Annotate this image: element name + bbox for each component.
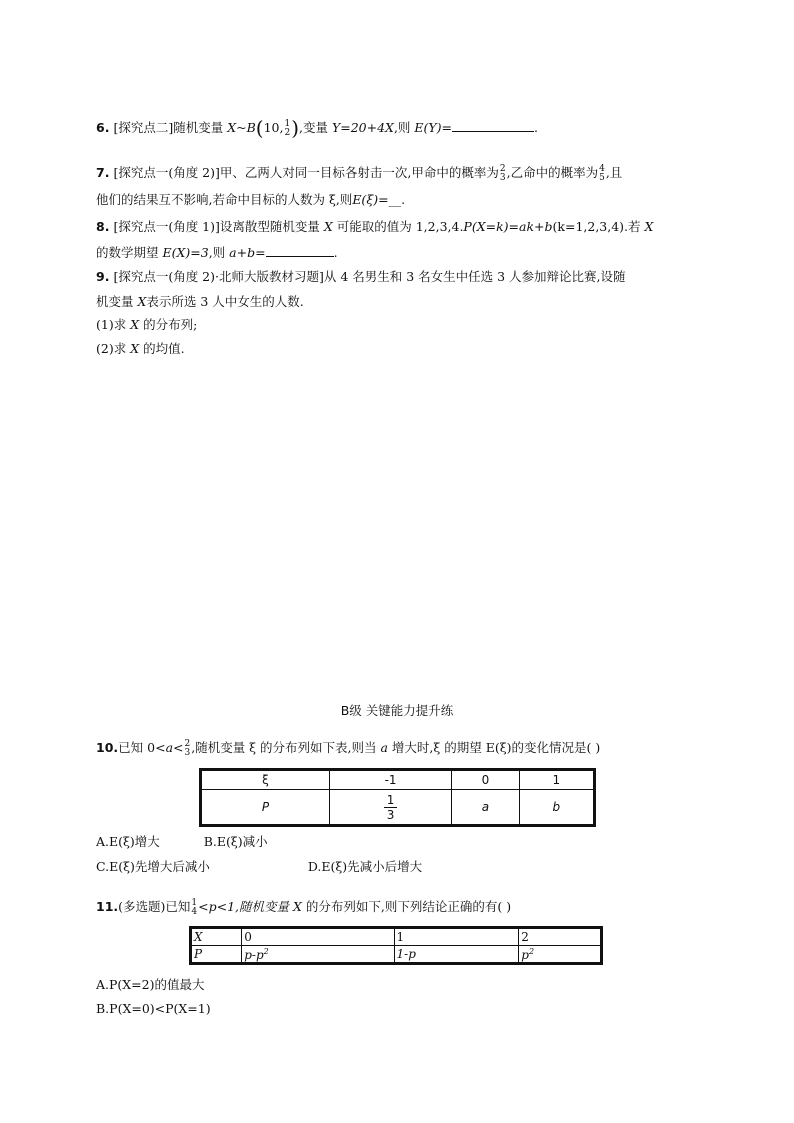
fraction [500, 165, 506, 183]
table-cell: 1 [394, 928, 519, 946]
question-text: ,则 [393, 120, 415, 135]
question-number: 10. [96, 740, 119, 755]
question-text: 的均值. [139, 341, 185, 356]
question-text: [探究点一(角度 2)]甲、乙两人对同一目标各射击一次,甲命中的概率为 [113, 165, 499, 180]
table-cell [329, 790, 451, 826]
punctuation: . [534, 120, 538, 135]
question-text: 的分布列如下,则下列结论正确的有( ) [301, 899, 512, 914]
cell-expression: p-p [244, 947, 264, 962]
question-text: [探究点一(角度 2)·北师大版教材习题]从 4 名男生和 3 名女生中任选 3 人参加辩论比赛,设随 [113, 269, 626, 284]
operator: < [173, 740, 184, 755]
denominator: 4 [191, 906, 198, 917]
question-text: (k=1,2,3,4).若 [552, 219, 645, 234]
table-header: -1 [329, 770, 451, 790]
denominator: 5 [599, 172, 605, 183]
question-10 [96, 739, 600, 758]
table-row [191, 928, 602, 946]
question-text: ,则 [208, 245, 230, 260]
table-cell: b [519, 790, 594, 826]
table-row [201, 770, 595, 790]
denominator: 3 [184, 747, 191, 758]
table-cell: P [191, 946, 242, 964]
table-row [191, 946, 602, 964]
variable: X [130, 341, 140, 356]
variable: X [137, 294, 147, 309]
q11-option-a [96, 976, 205, 994]
question-7-line-2 [96, 191, 405, 209]
fraction [185, 740, 191, 758]
fraction [599, 165, 605, 183]
expression: E(Y)= [414, 120, 452, 135]
table-cell: 0 [242, 928, 394, 946]
param: 10, [263, 120, 284, 135]
question-text: ,随机变量 ξ 的分布列如下表,则当 [191, 740, 381, 755]
option-c[interactable]: C.E(ξ)先增大后减小 [96, 859, 210, 874]
question-text: ,且 [605, 165, 623, 180]
question-9-sub-1 [96, 316, 197, 334]
question-tag: [探究点二] [113, 120, 174, 135]
question-text: 机变量 [96, 294, 138, 309]
section-title: B级 关键能力提升练 [340, 703, 454, 718]
expression: <p<1,随机变量 [198, 899, 294, 914]
table-cell: P [201, 790, 330, 826]
variable: X [227, 120, 237, 135]
superscript: 2 [528, 946, 535, 956]
variable: X [293, 899, 302, 914]
q10-options-row-2 [96, 858, 422, 876]
question-9-line-2 [96, 293, 304, 311]
option-a[interactable]: A.P(X=2)的值最大 [96, 977, 205, 992]
expression: E(ξ)= [352, 192, 389, 207]
question-text: 已知 0< [118, 740, 166, 755]
question-text: 增大时,ξ 的期望 E(ξ)的变化情况是( ) [387, 740, 601, 755]
table-cell: X [191, 928, 242, 946]
table-cell: a [452, 790, 519, 826]
question-9-sub-2 [96, 340, 185, 358]
question-7-line-1 [96, 164, 622, 183]
table-header: 0 [452, 770, 519, 790]
question-text: 可能取的值为 1,2,3,4. [332, 219, 464, 234]
variable: a [380, 740, 388, 755]
left-paren: ( [255, 116, 264, 140]
table-header: 1 [519, 770, 594, 790]
superscript: 2 [263, 946, 269, 956]
numerator: 1 [384, 793, 398, 808]
question-11 [96, 898, 511, 917]
question-8-line-2 [96, 243, 338, 262]
question-number: 11. [96, 899, 119, 914]
question-text: [探究点一(角度 1)]设离散型随机变量 [113, 219, 324, 234]
denominator: 2 [284, 127, 291, 138]
distribution-table-xi [199, 768, 596, 827]
expression: Y=20+4X [331, 120, 394, 135]
question-text: ,乙命中的概率为 [506, 165, 599, 180]
variable: X [130, 317, 140, 332]
question-8-line-1 [96, 218, 653, 236]
answer-blank[interactable]: __. [388, 192, 406, 207]
expression: a+b= [229, 245, 266, 260]
table-cell: 1-p [394, 946, 519, 964]
option-b[interactable]: B.P(X=0)<P(X=1) [96, 1001, 211, 1016]
question-number: 9. [96, 269, 110, 284]
variable: a [165, 740, 174, 755]
question-text: (多选题)已知 [118, 899, 191, 914]
question-text: 表示所选 3 人中女生的人数. [146, 294, 304, 309]
fraction [191, 899, 197, 917]
option-b[interactable]: B.E(ξ)减小 [203, 834, 268, 849]
option-a[interactable]: A.E(ξ)增大 [96, 834, 160, 849]
question-text: 他们的结果互不影响,若命中目标的人数为 ξ,则 [96, 192, 353, 207]
question-text: (1)求 [96, 317, 131, 332]
q11-option-b [96, 1000, 211, 1018]
fraction [384, 793, 398, 822]
question-text: (2)求 [96, 341, 131, 356]
table-header: ξ [201, 770, 330, 790]
variable: X [644, 219, 654, 234]
punctuation: . [333, 245, 338, 260]
expression: E(X)=3 [162, 245, 209, 260]
distribution-symbol: ~B [236, 120, 256, 135]
question-text: 随机变量 [173, 120, 228, 135]
q10-options-row-1 [96, 833, 268, 851]
table-cell [242, 946, 394, 964]
denominator: 3 [499, 172, 506, 183]
question-text: 的分布列; [139, 317, 198, 332]
numerator: 2 [499, 163, 506, 174]
question-text: ,变量 [299, 120, 332, 135]
question-6 [96, 118, 538, 138]
numerator: 2 [184, 738, 191, 749]
numerator: 4 [599, 163, 605, 174]
variable: X [323, 219, 333, 234]
question-text: 的数学期望 [96, 245, 163, 260]
answer-blank[interactable] [266, 243, 334, 257]
denominator: 3 [386, 807, 395, 822]
table-row [201, 790, 595, 826]
answer-blank[interactable] [452, 118, 534, 132]
numerator: 1 [284, 118, 291, 129]
right-paren: ) [291, 116, 300, 140]
question-9-line-1 [96, 268, 626, 286]
expression: P(X=k)=ak+b [463, 219, 553, 234]
question-number: 8. [96, 219, 110, 234]
question-number: 6. [96, 120, 110, 135]
numerator: 1 [191, 897, 198, 908]
table-cell [519, 946, 602, 964]
question-number: 7. [96, 165, 110, 180]
distribution-table-x [189, 926, 603, 965]
option-d[interactable]: D.E(ξ)先减小后增大 [307, 859, 423, 874]
cell-expression: p [521, 947, 529, 962]
table-cell: 2 [519, 928, 602, 946]
fraction [284, 120, 290, 138]
